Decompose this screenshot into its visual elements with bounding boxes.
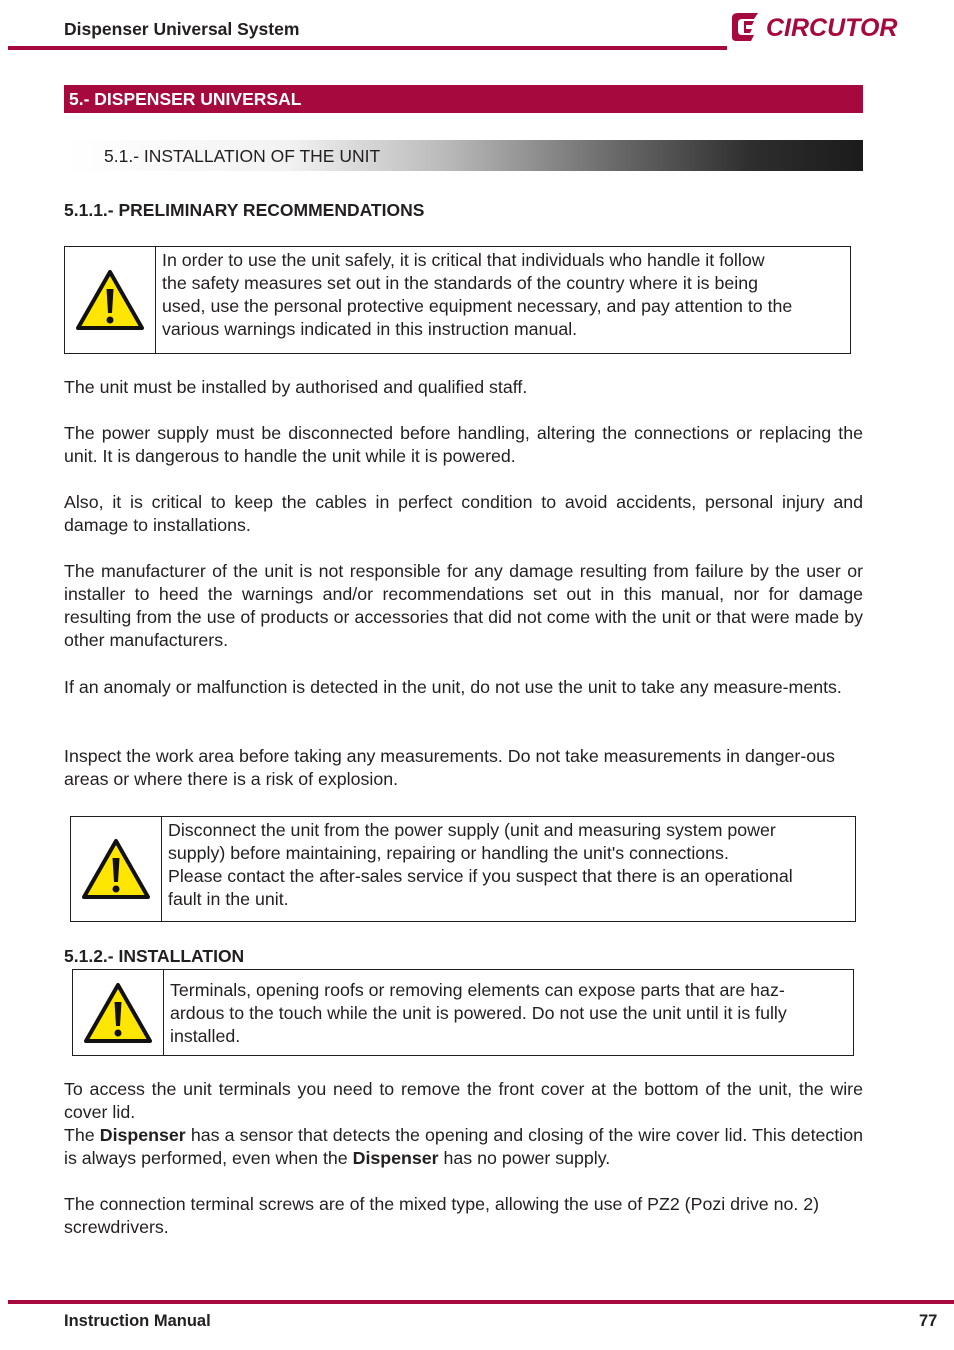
logo-text: CIRCUTOR	[766, 14, 898, 42]
page-number: 77	[919, 1312, 938, 1330]
warning-text	[156, 247, 798, 353]
paragraph: The power supply must be disconnected before handling, altering the connections or replacing the unit. It is dangerous to handle the unit while it is powered.	[64, 423, 863, 466]
warning-line: In order to use the unit safely, it is critical that individuals who handle it follow	[162, 250, 765, 270]
paragraph: The unit must be installed by authorised and qualified staff.	[64, 377, 528, 397]
text-run: has a sensor that detects the opening and closing of the wire cover lid. This detection is always performed, even when the	[64, 1125, 863, 1168]
section-title-bar	[64, 85, 863, 113]
subsection-title-bar	[64, 140, 863, 171]
warning-line: Please contact the after-sales service if you suspect that there is an operational	[168, 866, 793, 886]
preliminary-heading: 5.1.1.- PRELIMINARY RECOMMENDATIONS	[64, 200, 425, 220]
paragraph: The manufacturer of the unit is not responsible for any damage resulting from failure by the user or installer to heed the warnings and/or recommendations set out in this manual, nor for damage resulting from the use of products or accessories that did not come with the unit or that were made by other manufacturers.	[64, 561, 863, 650]
paragraph: If an anomaly or malfunction is detected in the unit, do not use the unit to take any measure-ments.	[64, 677, 842, 697]
section-title: 5.- DISPENSER UNIVERSAL	[69, 89, 302, 109]
warning-line: Disconnect the unit from the power supply (unit and measuring system power	[168, 820, 776, 840]
warning-box-disconnect	[70, 816, 856, 922]
paragraph-dispenser-sensor	[64, 1124, 863, 1170]
installation-heading: 5.1.2.- INSTALLATION	[64, 946, 245, 966]
warning-line: fault in the unit.	[168, 889, 289, 909]
header-rule	[8, 46, 727, 50]
paragraph: The connection terminal screws are of the mixed type, allowing the use of PZ2 (Pozi drive no. 2) screwdrivers.	[64, 1194, 820, 1237]
warning-triangle-icon	[73, 970, 164, 1055]
paragraph: Inspect the work area before taking any measurements. Do not take measurements in danger-ous areas or where there is a risk of explosion.	[64, 746, 835, 789]
warning-triangle-icon	[71, 817, 162, 921]
warning-text	[164, 970, 793, 1055]
bold-term: Dispenser	[99, 1125, 186, 1145]
warning-line: used, use the personal protective equipment necessary, and pay attention to the	[162, 296, 793, 316]
text-run: has no power supply.	[438, 1148, 611, 1168]
warning-line: Terminals, opening roofs or removing elements can expose parts that are haz-	[170, 980, 785, 1000]
warning-box-safety	[64, 246, 851, 354]
warning-line: supply) before maintaining, repairing or handling the unit's connections.	[168, 843, 729, 863]
bold-term: Dispenser	[352, 1148, 439, 1168]
warning-line: various warnings indicated in this instruction manual.	[162, 319, 578, 339]
warning-line: the safety measures set out in the standards of the country where it is being	[162, 273, 759, 293]
footer-rule	[8, 1300, 954, 1304]
footer-manual-label: Instruction Manual	[64, 1312, 211, 1330]
document-header-title: Dispenser Universal System	[64, 19, 300, 39]
warning-line: installed.	[170, 1026, 241, 1046]
circutor-logo	[730, 10, 906, 44]
warning-line: ardous to the touch while the unit is powered. Do not use the unit until it is fully	[170, 1003, 787, 1023]
warning-box-terminals	[72, 969, 854, 1056]
text-run: The	[64, 1125, 100, 1145]
warning-triangle-icon	[65, 247, 156, 353]
warning-text	[162, 817, 799, 921]
subsection-title: 5.1.- INSTALLATION OF THE UNIT	[104, 146, 381, 166]
paragraph: To access the unit terminals you need to remove the front cover at the bottom of the unit, the wire cover lid.	[64, 1079, 863, 1122]
paragraph: Also, it is critical to keep the cables in perfect condition to avoid accidents, personal injury and damage to installations.	[64, 492, 863, 535]
